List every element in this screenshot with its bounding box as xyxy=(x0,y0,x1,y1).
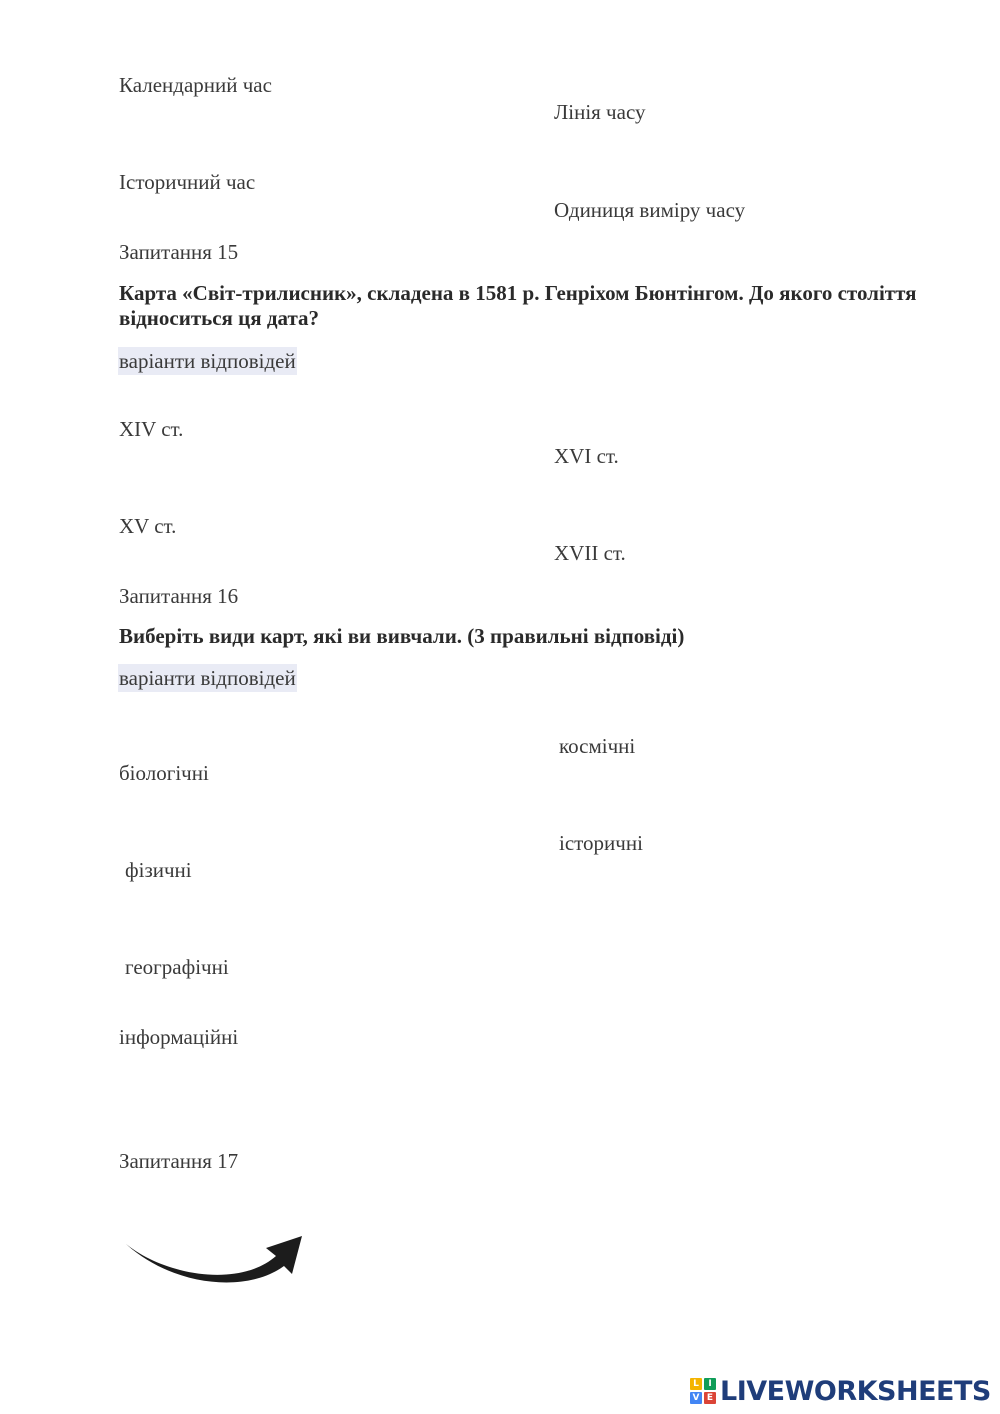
question-15-text: Карта «Світ-трилисник», складена в 1581 р. Генріхом Бюнтінгом. До якого століття відноситься ця дата? xyxy=(119,281,917,330)
option-time-unit[interactable]: Одиниця виміру часу xyxy=(554,198,746,222)
option-historical-time[interactable]: Історичний час xyxy=(119,170,256,194)
brand-letter: V xyxy=(690,1392,702,1404)
option-xv-century[interactable]: XV ст. xyxy=(119,514,177,538)
option-xiv-century[interactable]: XIV ст. xyxy=(119,417,184,441)
question-16-text: Виберіть види карт, які ви вивчали. (3 правильні відповіді) xyxy=(119,624,685,648)
option-timeline[interactable]: Лінія часу xyxy=(554,100,646,124)
option-geographical[interactable]: географічні xyxy=(125,955,229,979)
brand-letter: E xyxy=(704,1392,716,1404)
option-xvii-century[interactable]: XVII ст. xyxy=(554,541,626,565)
brand-name: LIVEWORKSHEETS xyxy=(720,1375,991,1407)
option-historical[interactable]: історичні xyxy=(559,831,643,855)
option-xvi-century[interactable]: XVI ст. xyxy=(554,444,619,468)
option-informational[interactable]: інформаційні xyxy=(119,1025,239,1049)
question-15-variants-label: варіанти відповідей xyxy=(119,349,296,373)
liveworksheets-logo xyxy=(690,1374,991,1408)
brand-grid-icon xyxy=(690,1378,716,1404)
option-biological[interactable]: біологічні xyxy=(119,761,209,785)
option-physical[interactable]: фізичні xyxy=(125,858,192,882)
question-17-title: Запитання 17 xyxy=(119,1149,239,1173)
question-16-title: Запитання 16 xyxy=(119,584,239,608)
option-space[interactable]: космічні xyxy=(559,734,636,758)
option-calendar-time[interactable]: Календарний час xyxy=(119,73,272,97)
question-16-variants-label: варіанти відповідей xyxy=(119,666,296,690)
brand-letter: I xyxy=(704,1378,716,1390)
brand-letter: L xyxy=(690,1378,702,1390)
curved-arrow-icon xyxy=(120,1228,310,1295)
question-15-title: Запитання 15 xyxy=(119,240,239,264)
